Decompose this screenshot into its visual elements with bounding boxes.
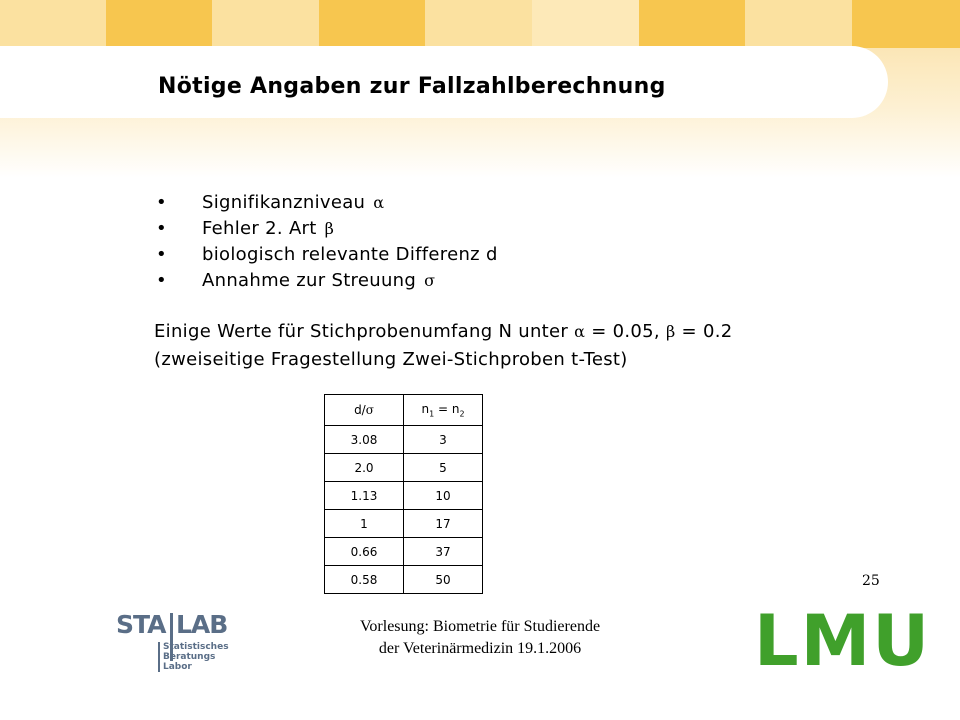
header-text: d/: [354, 403, 366, 417]
stablab-logo-lab: LAB: [176, 610, 228, 639]
paragraph-line-1: [154, 318, 732, 346]
footer-line-2: der Veterinärmedizin 19.1.2006: [378, 640, 582, 657]
sigma-symbol: σ: [365, 403, 374, 417]
bullet-text: Fehler 2. Art: [202, 218, 317, 239]
sigma-symbol: σ: [424, 271, 436, 290]
bullet-dot: •: [156, 218, 167, 239]
criteria-list: [156, 190, 498, 294]
table-cell: 50: [404, 566, 483, 594]
stablab-sub-line: Labor: [163, 662, 192, 672]
page-number: 25: [862, 573, 880, 589]
table-cell: 3.08: [325, 426, 404, 454]
footer-line-1: Vorlesung: Biometrie für Studierende: [359, 618, 601, 635]
lmu-logo-text: LMU: [754, 600, 932, 682]
table-row: [325, 482, 483, 510]
stablab-logo: [116, 610, 236, 672]
paragraph-text: = 0.2: [675, 321, 733, 342]
alpha-symbol: α: [574, 322, 586, 341]
sample-size-table: [324, 394, 483, 594]
table-cell: 37: [404, 538, 483, 566]
table-cell: 3: [404, 426, 483, 454]
header-text: = n: [434, 401, 460, 416]
paragraph-line-2: (zweiseitige Fragestellung Zwei-Stichproben t-Test): [154, 349, 628, 370]
bullet-dot: •: [156, 192, 167, 213]
stablab-logo-sta: STA: [116, 610, 166, 639]
stablab-subtitle: [158, 642, 229, 672]
table-row: [325, 454, 483, 482]
footer-text: [330, 616, 630, 660]
bullet-text: Annahme zur Streuung: [202, 270, 417, 291]
list-item: [156, 242, 498, 268]
paragraph-text: = 0.05,: [585, 321, 666, 342]
subscript: 2: [459, 409, 465, 419]
subscript: 1: [429, 409, 435, 419]
table-cell: 0.58: [325, 566, 404, 594]
list-item: [156, 268, 498, 294]
table-cell: 1: [325, 510, 404, 538]
table-row: [325, 426, 483, 454]
stablab-sub-line: Statistisches: [163, 642, 229, 652]
beta-symbol: β: [665, 322, 676, 341]
header-effect-size: [325, 395, 404, 426]
table-row: [325, 510, 483, 538]
table-header-row: [325, 395, 483, 426]
sample-size-paragraph: [154, 318, 732, 374]
bullet-text: biologisch relevante Differenz d: [202, 244, 498, 265]
bullet-dot: •: [156, 244, 167, 265]
table-row: [325, 538, 483, 566]
list-item: [156, 216, 498, 242]
alpha-symbol: α: [373, 193, 385, 212]
beta-symbol: β: [324, 219, 335, 238]
paragraph-text: Einige Werte für Stichprobenumfang N unter: [154, 321, 575, 342]
table-cell: 0.66: [325, 538, 404, 566]
bullet-dot: •: [156, 270, 167, 291]
table-row: [325, 566, 483, 594]
table-cell: 2.0: [325, 454, 404, 482]
header-sample-size: [404, 395, 483, 426]
stablab-sub-line: Beratungs: [163, 652, 216, 662]
bullet-text: Signifikanzniveau: [202, 192, 366, 213]
list-item: [156, 190, 498, 216]
lmu-logo: [754, 600, 932, 682]
table-cell: 1.13: [325, 482, 404, 510]
table-cell: 10: [404, 482, 483, 510]
table-cell: 5: [404, 454, 483, 482]
slide-title: Nötige Angaben zur Fallzahlberechnung: [158, 74, 666, 99]
header-text: n: [421, 401, 430, 416]
top-banner: [0, 0, 960, 48]
table-cell: 17: [404, 510, 483, 538]
